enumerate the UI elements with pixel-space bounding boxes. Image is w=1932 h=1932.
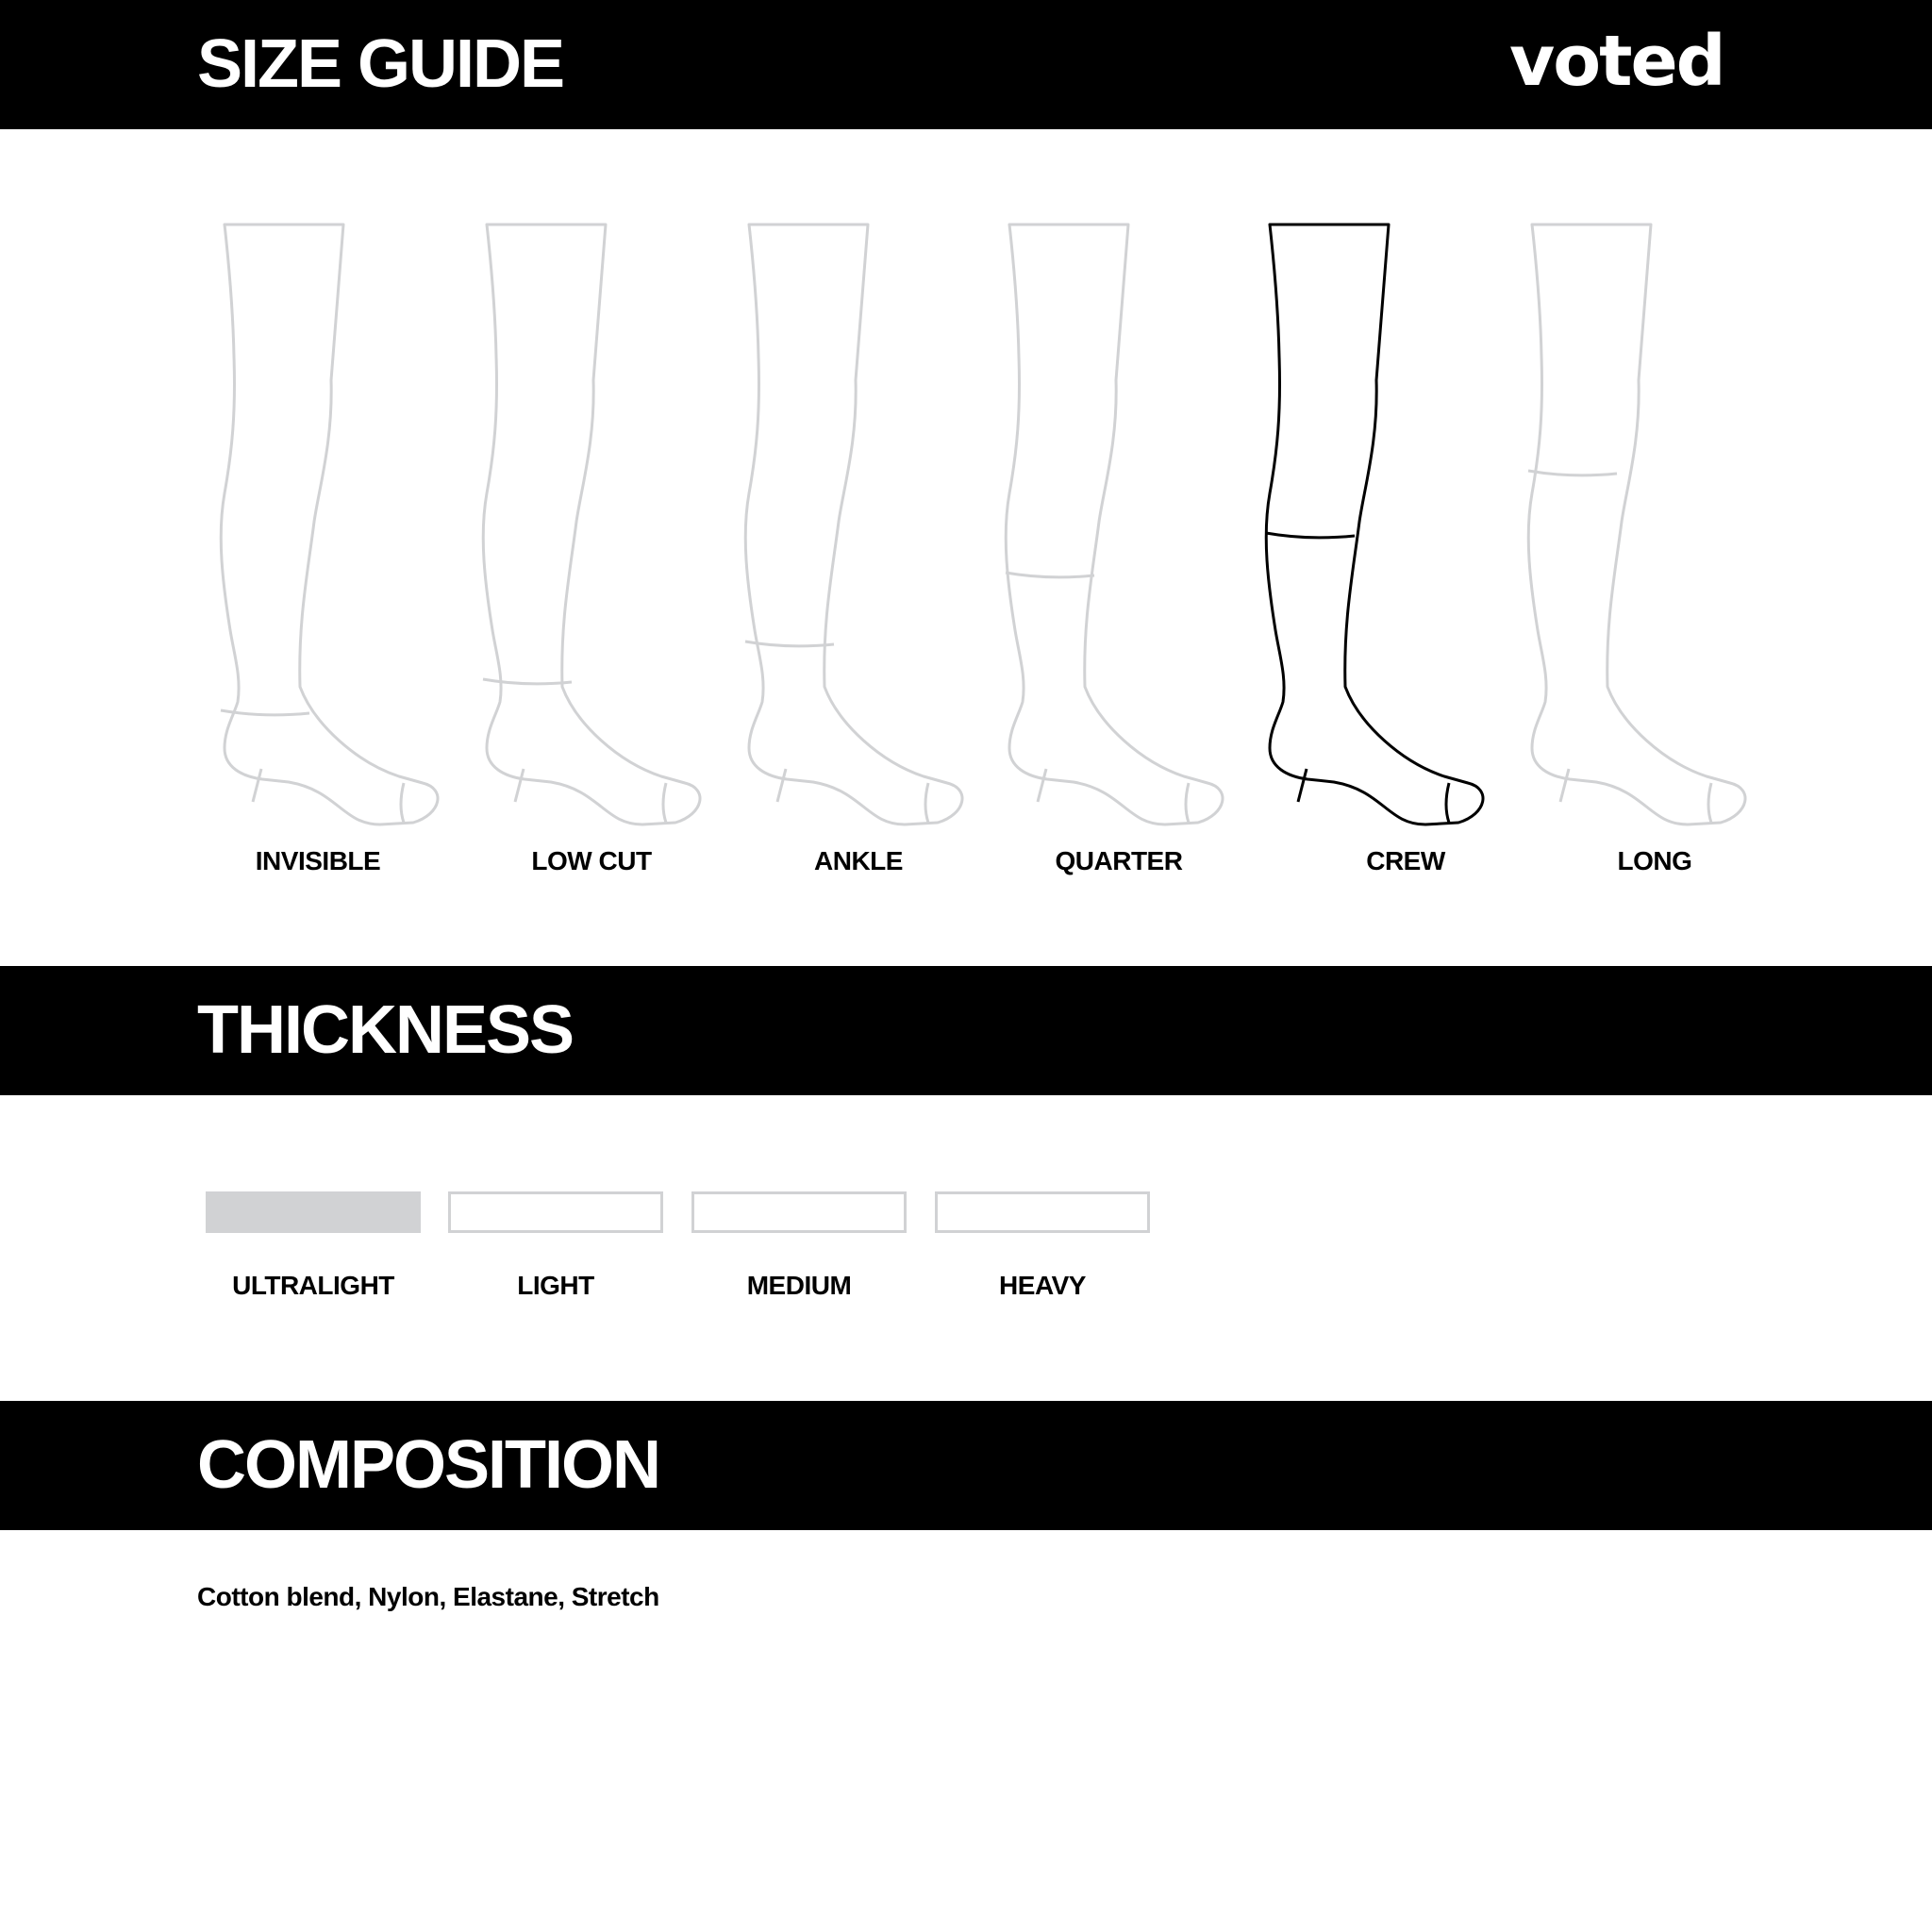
thickness-label-medium: MEDIUM: [746, 1271, 852, 1300]
sock-cuff-long: [1528, 471, 1617, 475]
thickness-swatch-ultralight[interactable]: [206, 1191, 421, 1233]
sock-cuff-low-cut: [483, 679, 572, 684]
thickness-swatch-medium[interactable]: [691, 1191, 907, 1233]
thickness-label-light: LIGHT: [517, 1271, 594, 1300]
thickness-band: [0, 966, 1932, 1095]
sock-ankle[interactable]: [745, 225, 962, 824]
page-title: SIZE GUIDE: [197, 26, 564, 102]
thickness-title: THICKNESS: [197, 992, 574, 1068]
length-label-long[interactable]: LONG: [1617, 846, 1692, 875]
header-band: [0, 0, 1932, 129]
thickness-label-ultralight: ULTRALIGHT: [232, 1271, 394, 1300]
thickness-label-heavy: HEAVY: [999, 1271, 1086, 1300]
length-label-low-cut[interactable]: LOW CUT: [531, 846, 652, 875]
length-label-ankle[interactable]: ANKLE: [814, 846, 903, 875]
composition-text: Cotton blend, Nylon, Elastane, Stretch: [197, 1582, 659, 1611]
sock-invisible[interactable]: [221, 225, 438, 824]
brand-logo: voted: [1509, 21, 1724, 102]
sock-crew[interactable]: [1266, 225, 1483, 824]
thickness-swatch-heavy[interactable]: [935, 1191, 1150, 1233]
length-label-invisible[interactable]: INVISIBLE: [255, 846, 381, 875]
sock-quarter[interactable]: [1006, 225, 1223, 824]
composition-title: COMPOSITION: [197, 1427, 660, 1503]
sock-cuff-crew: [1266, 533, 1355, 538]
sock-length-illustrations: [0, 189, 1932, 830]
sock-low-cut[interactable]: [483, 225, 700, 824]
sock-long[interactable]: [1528, 225, 1745, 824]
length-label-quarter[interactable]: QUARTER: [1055, 846, 1183, 875]
length-label-crew[interactable]: CREW: [1366, 846, 1445, 875]
composition-band: [0, 1401, 1932, 1530]
sock-cuff-quarter: [1006, 573, 1094, 577]
thickness-swatch-light[interactable]: [448, 1191, 663, 1233]
